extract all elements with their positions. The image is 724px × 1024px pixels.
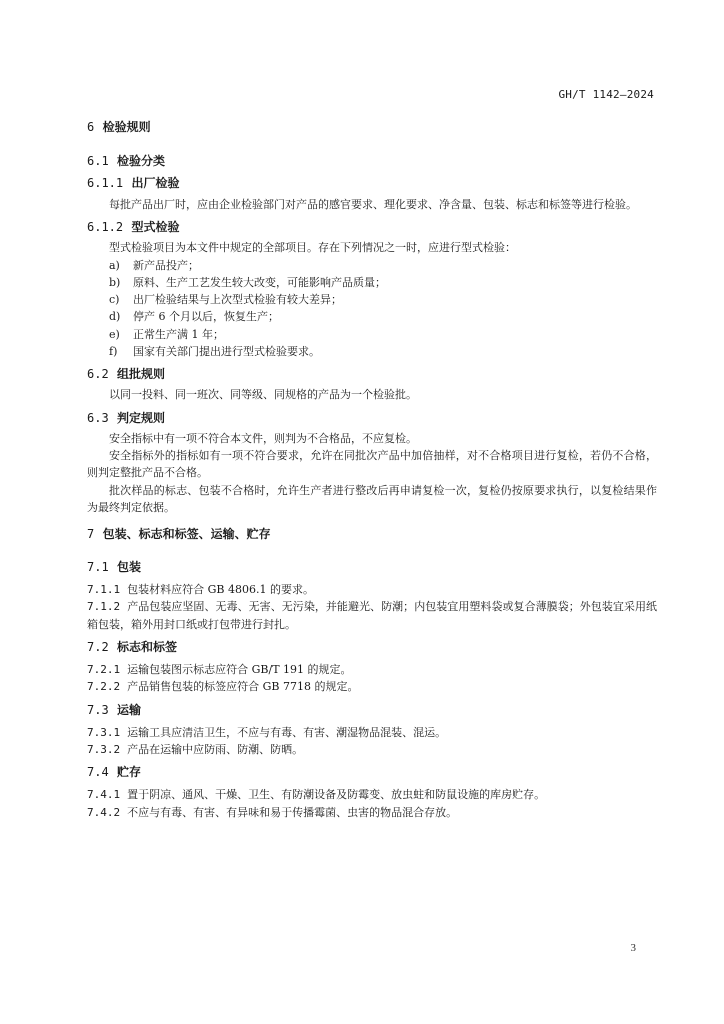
list-item [87, 274, 657, 291]
clause-7-2-1 [87, 661, 657, 678]
paragraph-judgment-1: 安全指标中有一项不符合本文件，则判为不合格品，不应复检。 [109, 431, 417, 445]
heading-title: 标志和标签 [117, 640, 178, 655]
heading-number: 6.1.2 [87, 220, 124, 235]
paragraph-batching-rule: 以同一投料、同一班次、同等级、同规格的产品为一个检验批。 [109, 388, 417, 402]
heading-number: 6.3 [87, 410, 109, 425]
document-code: GH/T 1142—2024 [558, 88, 654, 101]
list-item-text: 新产品投产； [133, 258, 199, 272]
paragraph-judgment-3: 批次样品的标志、包装不合格时，允许生产者进行整改后再申请复检一次，复检仍按原要求执行，以复检结果作为最终判定依据。 [87, 483, 657, 514]
clause-number: 7.1.1 [87, 583, 121, 597]
paragraph-judgment-2: 安全指标外的指标如有一项不符合要求，允许在同批次产品中加倍抽样，对不合格项目进行复检，若仍不合格，则判定整批产品不合格。 [87, 448, 657, 480]
list-marker: a) [109, 258, 120, 272]
heading-title: 组批规则 [117, 367, 166, 382]
paragraph-factory-inspection: 每批产品出厂时，应由企业检验部门对产品的感官要求、理化要求、净含量、包装、标志和标签等进行检验。 [109, 198, 637, 211]
list-marker: c) [109, 293, 120, 307]
clause-text: 不应与有毒、有害、有异味和易于传播霉菌、虫害的物品混合存放。 [127, 805, 458, 819]
page-number: 3 [630, 942, 636, 954]
clause-number: 7.3.2 [87, 742, 121, 756]
heading-6 [87, 119, 657, 136]
clause-7-1-1 [87, 581, 657, 598]
heading-7-2 [87, 639, 657, 656]
heading-number: 6.2 [87, 367, 109, 382]
clause-number: 7.4.2 [87, 805, 121, 819]
heading-number: 6.1.1 [87, 176, 124, 190]
clause-number: 7.4.1 [87, 788, 121, 802]
heading-title: 包装、标志和标签、运输、贮存 [102, 527, 271, 542]
clause-7-1-2 [87, 598, 657, 633]
heading-6-1 [87, 153, 657, 170]
list-item-text: 出厂检验结果与上次型式检验有较大差异； [133, 293, 342, 307]
heading-7-3 [87, 702, 657, 719]
clause-number: 7.2.2 [87, 680, 121, 694]
heading-number: 7.4 [87, 765, 109, 780]
clause-text: 产品在运输中应防雨、防潮、防晒。 [127, 742, 304, 756]
clause-text: 运输工具应清洁卫生，不应与有毒、有害、潮湿物品混装、混运。 [127, 725, 447, 739]
clause-text: 产品包装应坚固、无毒、无害、无污染，并能避光、防潮；内包装宜用塑料袋或复合薄膜袋；外包装宜采用纸箱包装，箱外用封口纸或打包带进行封扎。 [87, 600, 657, 631]
heading-title: 检验分类 [117, 154, 166, 168]
list-item-text: 正常生产满 1 年； [133, 327, 224, 341]
heading-title: 运输 [117, 702, 142, 717]
list-item-text: 停产 6 个月以后，恢复生产； [133, 310, 279, 324]
clause-number: 7.3.1 [87, 725, 121, 739]
list-item [87, 308, 657, 325]
heading-6-1-2 [87, 219, 657, 236]
heading-number: 7.3 [87, 702, 109, 717]
clause-number: 7.2.1 [87, 663, 121, 677]
heading-6-3 [87, 410, 657, 427]
heading-number: 7.1 [87, 560, 109, 575]
clause-number: 7.1.2 [87, 600, 121, 614]
clause-7-2-2 [87, 678, 657, 695]
heading-title: 贮存 [117, 765, 142, 780]
heading-7 [87, 526, 657, 543]
list-marker: b) [109, 275, 121, 289]
list-item-text: 原料、生产工艺发生较大改变，可能影响产品质量； [133, 275, 386, 289]
heading-title: 判定规则 [117, 410, 166, 425]
clause-text: 包装材料应符合 GB 4806.1 的要求。 [127, 583, 314, 597]
heading-title: 包装 [117, 560, 142, 575]
heading-title: 出厂检验 [131, 176, 180, 190]
heading-number: 7 [87, 527, 95, 542]
clause-7-4-1 [87, 786, 657, 803]
list-marker: e) [109, 327, 120, 341]
heading-7-1 [87, 559, 657, 576]
heading-number: 6 [87, 120, 95, 134]
heading-title: 型式检验 [131, 220, 180, 235]
list-item [87, 343, 657, 360]
paragraph-type-inspection-intro: 型式检验项目为本文件中规定的全部项目。存在下列情况之一时，应进行型式检验： [109, 241, 516, 255]
clause-text: 置于阴凉、通风、干燥、卫生、有防潮设备及防霉变、放虫蛀和防鼠设施的库房贮存。 [127, 788, 546, 802]
clause-7-3-1 [87, 724, 657, 741]
heading-7-4 [87, 764, 657, 781]
type-inspection-list [87, 257, 657, 361]
heading-title: 检验规则 [102, 120, 151, 134]
list-item [87, 257, 657, 274]
heading-6-1-1 [87, 175, 657, 192]
heading-number: 6.1 [87, 154, 109, 168]
heading-6-2 [87, 366, 657, 383]
clause-7-4-2 [87, 804, 657, 821]
list-item-text: 国家有关部门提出进行型式检验要求。 [133, 345, 320, 359]
clause-text: 运输包装图示标志应符合 GB/T 191 的规定。 [127, 663, 352, 677]
clause-text: 产品销售包装的标签应符合 GB 7718 的规定。 [127, 680, 359, 694]
page-content [87, 119, 657, 821]
list-item [87, 291, 657, 308]
clause-7-3-2 [87, 741, 657, 758]
list-marker: d) [109, 310, 121, 324]
heading-number: 7.2 [87, 640, 109, 655]
list-item [87, 326, 657, 343]
list-marker: f) [109, 345, 118, 359]
